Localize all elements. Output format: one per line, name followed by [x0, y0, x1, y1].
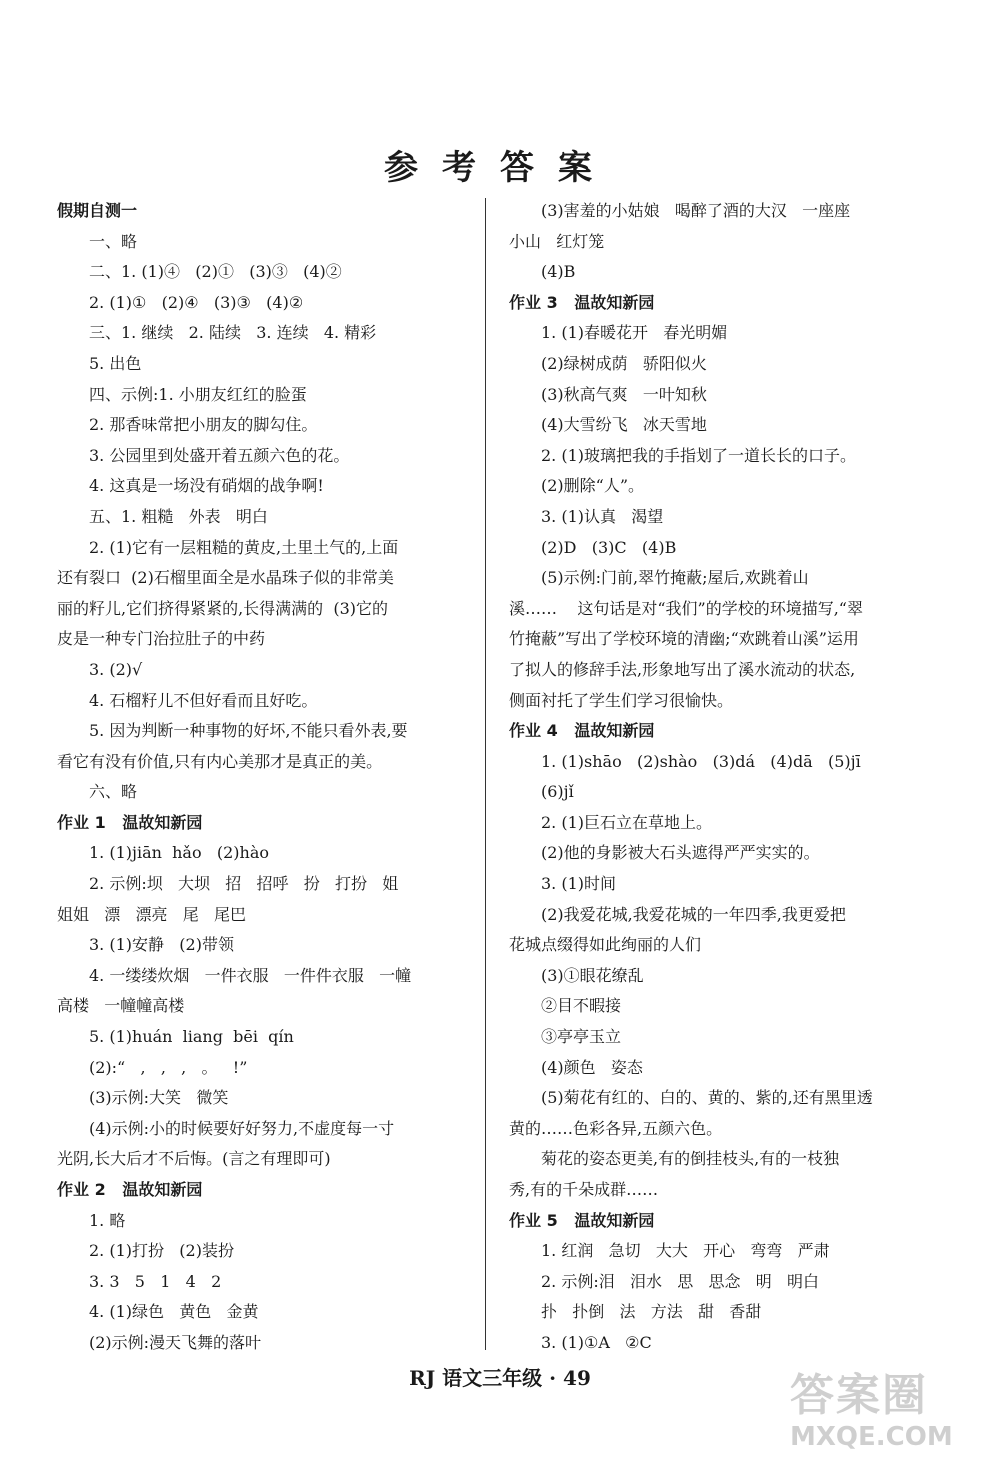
answer-line: (2)删除“人”。: [541, 476, 645, 496]
answer-line: (4)示例:小的时候要好好努力,不虚度每一寸: [89, 1118, 395, 1138]
answer-line: 2. (1)巨石立在草地上。: [541, 812, 713, 832]
section-heading: 作业 2 温故知新园: [57, 1180, 203, 1199]
answer-line: (4)颜色 姿态: [541, 1057, 643, 1077]
answer-line: 4. 石榴籽儿不但好看而且好吃。: [89, 690, 318, 710]
answer-line: 小山 红灯笼: [509, 231, 605, 251]
answer-line: (5)菊花有红的、白的、黄的、紫的,还有黑里透: [541, 1088, 873, 1108]
answer-column-right: [509, 196, 924, 1359]
answer-line: 秀,有的千朵成群……: [509, 1180, 659, 1199]
answer-line: 光阴,长大后才不后悔。(言之有理即可): [57, 1149, 331, 1169]
answer-line: 溪…… 这句话是对“我们”的学校的环境描写,“翠: [509, 598, 863, 618]
answer-line: 一、略: [89, 231, 138, 251]
section-heading: 作业 5 温故知新园: [509, 1210, 655, 1230]
answer-line: (5)示例:门前,翠竹掩蔽;屋后,欢跳着山: [541, 568, 809, 588]
answer-line: 3. (1)认真 渴望: [541, 506, 664, 526]
answer-line: 菊花的姿态更美,有的倒挂枝头,有的一枝独: [541, 1149, 840, 1169]
answer-line: 4. 一缕缕炊烟 一件衣服 一件件衣服 一幢: [89, 965, 412, 985]
answer-line: 4. (1)绿色 黄色 金黄: [89, 1302, 259, 1322]
answer-line: 高楼 一幢幢高楼: [57, 996, 185, 1016]
answer-line: (3)①眼花缭乱: [541, 965, 644, 985]
answer-line: 了拟人的修辞手法,形象地写出了溪水流动的状态,: [509, 659, 856, 679]
answer-line: 5. 因为判断一种事物的好坏,不能只看外表,要: [89, 721, 408, 741]
answer-line: 3. (2)√: [89, 659, 143, 679]
answer-line: 侧面衬托了学生们学习很愉快。: [509, 690, 734, 710]
answer-line: 1. (1)jiān hǎo (2)hào: [89, 843, 269, 863]
answer-line: 4. 这真是一场没有硝烟的战争啊!: [89, 476, 324, 496]
answer-line: 竹掩蔽”写出了学校环境的清幽;“欢跳着山溪”运用: [509, 629, 859, 649]
section-heading: 作业 1 温故知新园: [57, 812, 203, 832]
answer-line: 六、略: [89, 782, 138, 802]
answer-line: 2. 示例:坝 大坝 招 招呼 扮 打扮 姐: [89, 874, 399, 894]
answer-line: 黄的……色彩各异,五颜六色。: [509, 1118, 723, 1138]
answer-line: 姐姐 漂 漂亮 尾 尾巴: [57, 904, 247, 924]
answer-line: 五、1. 粗糙 外表 明白: [89, 506, 268, 526]
answer-line: 丽的籽儿,它们挤得紧紧的,长得满满的 (3)它的: [57, 598, 389, 618]
answer-line: (2)示例:漫天飞舞的落叶: [89, 1332, 262, 1352]
answer-line: (4)B: [541, 262, 576, 282]
answer-line: 3. 3 5 1 4 2: [89, 1271, 222, 1291]
page-footer: RJ 语文三年级 · 49: [409, 1366, 591, 1390]
answer-line: 三、1. 继续 2. 陆续 3. 连续 4. 精彩: [89, 323, 377, 343]
answer-line: 3. (1)安静 (2)带领: [89, 935, 234, 955]
answer-line: (2)D (3)C (4)B: [541, 537, 677, 557]
answer-line: 3. (1)时间: [541, 874, 617, 894]
watermark-url: MXQE.COM: [790, 1422, 953, 1452]
answer-line: 还有裂口 (2)石榴里面全是水晶珠子似的非常美: [57, 568, 394, 588]
answer-line: 5. (1)huán liang bēi qín: [89, 1027, 294, 1047]
answer-line: (3)示例:大笑 微笑: [89, 1088, 229, 1108]
answer-line: 2. (1)① (2)④ (3)③ (4)②: [89, 292, 304, 312]
section-heading: 假期自测一: [57, 201, 138, 220]
answer-column-left: [57, 196, 465, 1359]
answer-line: 花城点缀得如此绚丽的人们: [509, 935, 702, 955]
answer-line: (2)他的身影被大石头遮得严严实实的。: [541, 843, 820, 863]
answer-line: 1. 略: [89, 1210, 126, 1230]
answer-line: 2. (1)打扮 (2)装扮: [89, 1241, 234, 1261]
watermark-logo-text: 答案圈: [790, 1370, 928, 1421]
answer-line: 2. 那香味常把小朋友的脚勾住。: [89, 415, 318, 435]
answer-line: 2. 示例:泪 泪水 思 思念 明 明白: [541, 1271, 820, 1291]
answer-line: 2. (1)玻璃把我的手指划了一道长长的口子。: [541, 445, 857, 465]
answer-line: 3. 公园里到处盛开着五颜六色的花。: [89, 445, 350, 465]
answer-line: (6)jǐ: [541, 782, 574, 802]
answer-line: 1. (1)春暖花开 春光明媚: [541, 323, 728, 343]
column-divider: [485, 198, 486, 1350]
answer-line: ③亭亭玉立: [541, 1027, 622, 1047]
answer-line: (2)绿树成荫 骄阳似火: [541, 353, 707, 373]
answer-line: 1. (1)shāo (2)shào (3)dá (4)dā (5)jī: [541, 751, 861, 771]
answer-line: 皮是一种专门治拉肚子的中药: [57, 629, 266, 649]
answer-line: (3)秋高气爽 一叶知秋: [541, 384, 707, 404]
section-heading: 作业 4 温故知新园: [509, 721, 655, 741]
page-title: 参考答案: [384, 148, 616, 188]
watermark-logo: [790, 1370, 990, 1460]
answer-line: ②目不暇接: [541, 996, 622, 1016]
answer-line: (2):“ , , , 。 !”: [89, 1057, 248, 1077]
section-heading: 作业 3 温故知新园: [509, 292, 655, 312]
answer-line: 1. 红润 急切 大大 开心 弯弯 严肃: [541, 1241, 830, 1261]
answer-line: 看它有没有价值,只有内心美那才是真正的美。: [57, 751, 383, 771]
answer-line: (2)我爱花城,我爱花城的一年四季,我更爱把: [541, 904, 846, 924]
answer-line: 2. (1)它有一层粗糙的黄皮,土里土气的,上面: [89, 537, 399, 557]
answer-line: 5. 出色: [89, 353, 142, 373]
answer-line: 3. (1)①A ②C: [541, 1332, 652, 1352]
answer-line: 四、示例:1. 小朋友红红的脸蛋: [89, 384, 307, 404]
answer-line: 扑 扑倒 法 方法 甜 香甜: [541, 1302, 762, 1322]
answer-line: (3)害羞的小姑娘 喝醉了酒的大汉 一座座: [541, 201, 851, 220]
answer-line: (4)大雪纷飞 冰天雪地: [541, 415, 707, 435]
answer-line: 二、1. (1)④ (2)① (3)③ (4)②: [89, 262, 342, 282]
